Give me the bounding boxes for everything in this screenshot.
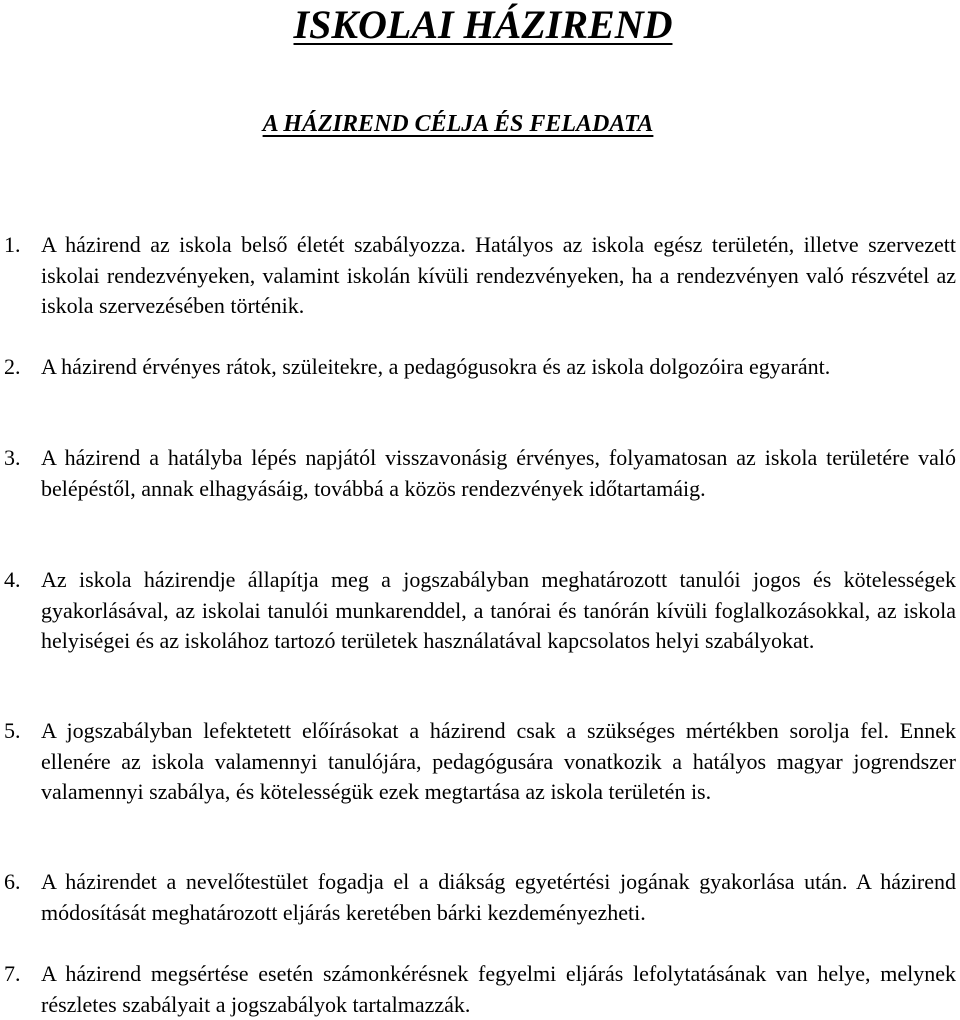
item-number: 7. [4, 961, 21, 986]
section-heading: A HÁZIREND CÉLJA ÉS FELADATA [262, 111, 654, 137]
item-number: 6. [4, 869, 21, 894]
item-text: A házirend érvényes rátok, szüleitekre, a pedagógusokra és az iskola dolgozóira egyaránt. [41, 354, 831, 379]
item-number: 1. [4, 232, 21, 257]
list-item [4, 565, 956, 657]
item-number: 5. [4, 718, 21, 743]
item-text: A házirend megsértése esetén számonkérésnek fegyelmi eljárás lefolytatásának van helye, melynek részletes szabályait a jogszabályok tartalmazzák. [41, 961, 956, 1017]
item-number: 2. [4, 354, 21, 379]
item-text: A jogszabályban lefektetett előírásokat a házirend csak a szükséges mértékben sorolja fel. Ennek ellenére az iskola valamennyi tanulójára, pedagógusára vonatkozik a hatályos magyar jogrendszer valamennyi szabálya, és kötelességük ezek megtartása az iskola területén is. [41, 718, 956, 804]
item-number: 4. [4, 567, 21, 592]
item-text: Az iskola házirendje állapítja meg a jogszabályban meghatározott tanulói jogos és kötelességek gyakorlásával, az iskolai tanulói munkarenddel, a tanórai és tanórán kívüli foglalkozásokkal, az iskola helyiségei és az iskolához tartozó területek használatával kapcsolatos helyi szabályokat. [41, 567, 956, 653]
item-text: A házirendet a nevelőtestület fogadja el a diákság egyetértési jogának gyakorlása után. A házirend módosítását meghatározott eljárás keretében bárki kezdeményezheti. [41, 869, 956, 925]
list-item [4, 716, 956, 808]
item-text: A házirend a hatályba lépés napjától visszavonásig érvényes, folyamatosan az iskola területére való belépéstől, annak elhagyásáig, továbbá a közös rendezvények időtartamáig. [41, 445, 956, 501]
document-title: ISKOLAI HÁZIREND [293, 2, 673, 47]
list-item [4, 867, 956, 928]
item-number: 3. [4, 445, 21, 470]
list-item [4, 443, 956, 504]
list-item [4, 352, 956, 383]
list-item [4, 959, 956, 1020]
item-text: A házirend az iskola belső életét szabályozza. Hatályos az iskola egész területén, illetve szervezett iskolai rendezvényeken, valamint iskolán kívüli rendezvényeken, ha a rendezvényen való részvétel az iskola szervezésében történik. [41, 232, 956, 318]
list-item [4, 230, 956, 322]
